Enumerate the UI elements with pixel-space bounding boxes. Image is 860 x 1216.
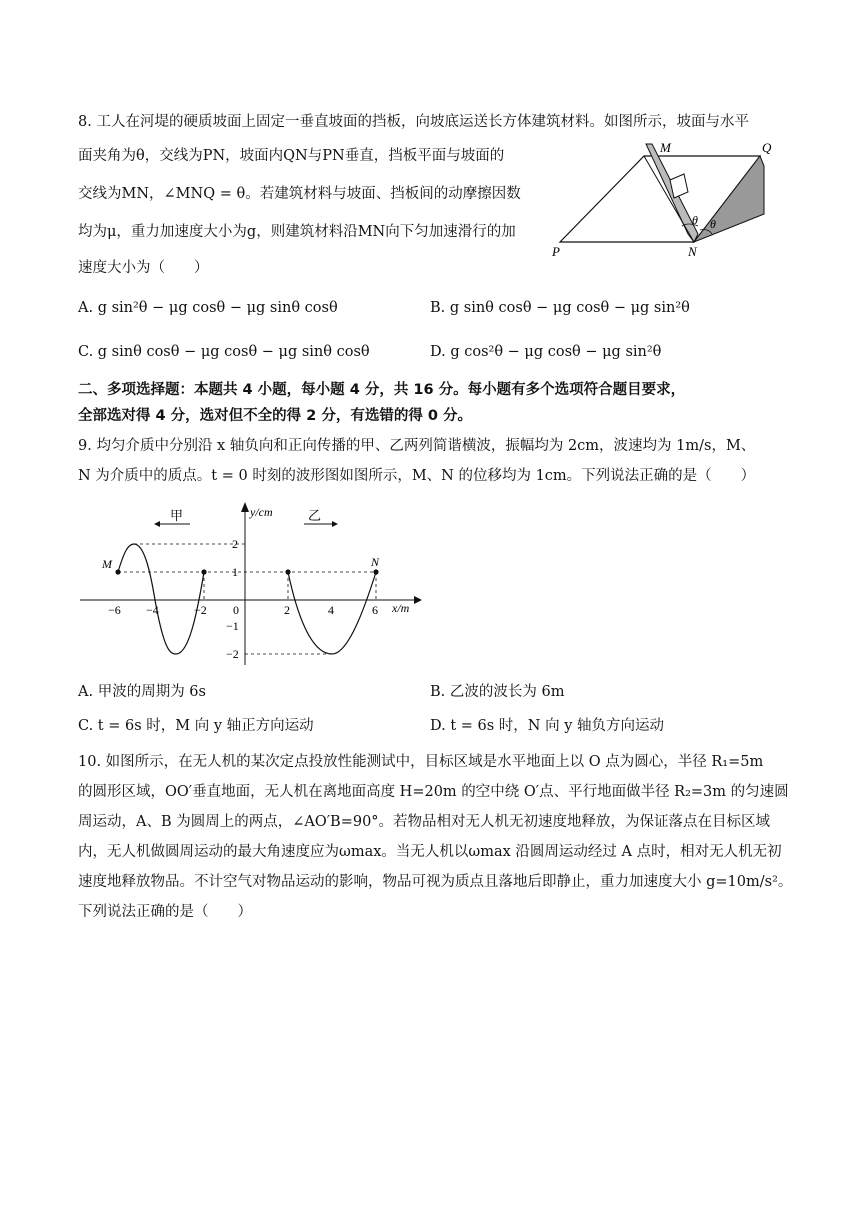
- q10-line-5: 速度地释放物品。不计空气对物品运动的影响，物品可视为质点且落地后即静止，重力加速度大小 g=10m/s²。: [78, 874, 793, 890]
- q10-line-1: 10. 如图所示，在无人机的某次定点投放性能测试中，目标区域是水平地面上以 O 点为圆心，半径 R₁=5m: [78, 754, 764, 770]
- fig-label-q: Q: [762, 140, 772, 155]
- q10-line-3: 周运动，A、B 为圆周上的两点，∠AO′B=90°。若物品相对无人机无初速度地释放，为保证落点在目标区域: [78, 814, 771, 830]
- x-tick-neg4: −4: [146, 603, 159, 617]
- q8-option-b[interactable]: B. g sinθ cosθ − μg cosθ − μg sin²θ: [430, 300, 690, 316]
- label-yi: 乙: [308, 508, 322, 523]
- q9-line-2: N 为介质中的质点。t = 0 时刻的波形图如图所示，M、N 的位移均为 1cm。下列说法正确的是（ ）: [78, 468, 756, 484]
- x-tick-6: 6: [372, 603, 378, 617]
- x-axis-label: x/m: [392, 601, 410, 615]
- y-tick-1: 1: [232, 565, 238, 579]
- point-label-m: M: [102, 557, 112, 571]
- origin-label: 0: [233, 603, 239, 617]
- q8-line-1: 8. 工人在河堤的硬质坡面上固定一垂直坡面的挡板，向坡底运送长方体建筑材料。如图所示，坡面与水平: [78, 114, 749, 130]
- q9-option-b[interactable]: B. 乙波的波长为 6m: [430, 684, 565, 700]
- q8-line-3: 交线为MN，∠MNQ = θ。若建筑材料与坡面、挡板间的动摩擦因数: [78, 186, 521, 202]
- q8-slope-figure: [548, 134, 788, 264]
- point-label-n: N: [371, 555, 380, 569]
- y-tick-neg2: −2: [226, 647, 239, 661]
- section2-heading-line-1: 二、多项选择题：本题共 4 小题，每小题 4 分，共 16 分。每小题有多个选项符合题目要求，: [78, 382, 686, 398]
- q8-option-c[interactable]: C. g sinθ cosθ − μg cosθ − μg sinθ cosθ: [78, 344, 370, 360]
- x-tick-4: 4: [328, 603, 334, 617]
- x-tick-neg2: −2: [194, 603, 207, 617]
- fig-label-theta-1: θ: [692, 213, 698, 227]
- fig-label-m: M: [660, 140, 671, 155]
- q10-line-2: 的圆形区域，OO′垂直地面，无人机在离地面高度 H=20m 的空中绕 O′点、平行地面做半径 R₂=3m 的匀速圆: [78, 784, 789, 800]
- q10-line-6: 下列说法正确的是（ ）: [78, 904, 252, 920]
- section2-heading-line-2: 全部选对得 4 分，选对但不全的得 2 分，有选错的得 0 分。: [78, 408, 473, 424]
- q8-line-2: 面夹角为θ，交线为PN，坡面内QN与PN垂直，挡板平面与坡面的: [78, 148, 505, 164]
- y-axis-label: y/cm: [250, 505, 273, 519]
- q8-option-a[interactable]: A. g sin²θ − μg cosθ − μg sinθ cosθ: [78, 300, 338, 316]
- q9-option-d[interactable]: D. t = 6s 时，N 向 y 轴负方向运动: [430, 718, 665, 734]
- q10-line-4: 内，无人机做圆周运动的最大角速度应为ωmax。当无人机以ωmax 沿圆周运动经过 A 点时，相对无人机无初: [78, 844, 782, 860]
- x-tick-neg6: −6: [108, 603, 121, 617]
- fig-label-theta-2: θ: [710, 217, 716, 231]
- fig-label-p: P: [552, 244, 560, 259]
- q8-line-5: 速度大小为（ ）: [78, 260, 209, 276]
- x-tick-2: 2: [284, 603, 290, 617]
- y-tick-2: 2: [232, 537, 238, 551]
- y-tick-neg1: −1: [226, 619, 239, 633]
- q9-wave-chart: [78, 500, 428, 670]
- q8-option-d[interactable]: D. g cos²θ − μg cosθ − μg sin²θ: [430, 344, 662, 360]
- fig-label-n: N: [688, 244, 697, 259]
- q9-line-1: 9. 均匀介质中分别沿 x 轴负向和正向传播的甲、乙两列简谐横波，振幅均为 2cm，波速均为 1m/s，M、: [78, 438, 756, 454]
- q8-line-4: 均为μ，重力加速度大小为g，则建筑材料沿MN向下匀加速滑行的加: [78, 224, 516, 240]
- q9-option-c[interactable]: C. t = 6s 时，M 向 y 轴正方向运动: [78, 718, 314, 734]
- label-jia: 甲: [170, 508, 184, 523]
- q9-option-a[interactable]: A. 甲波的周期为 6s: [78, 684, 206, 700]
